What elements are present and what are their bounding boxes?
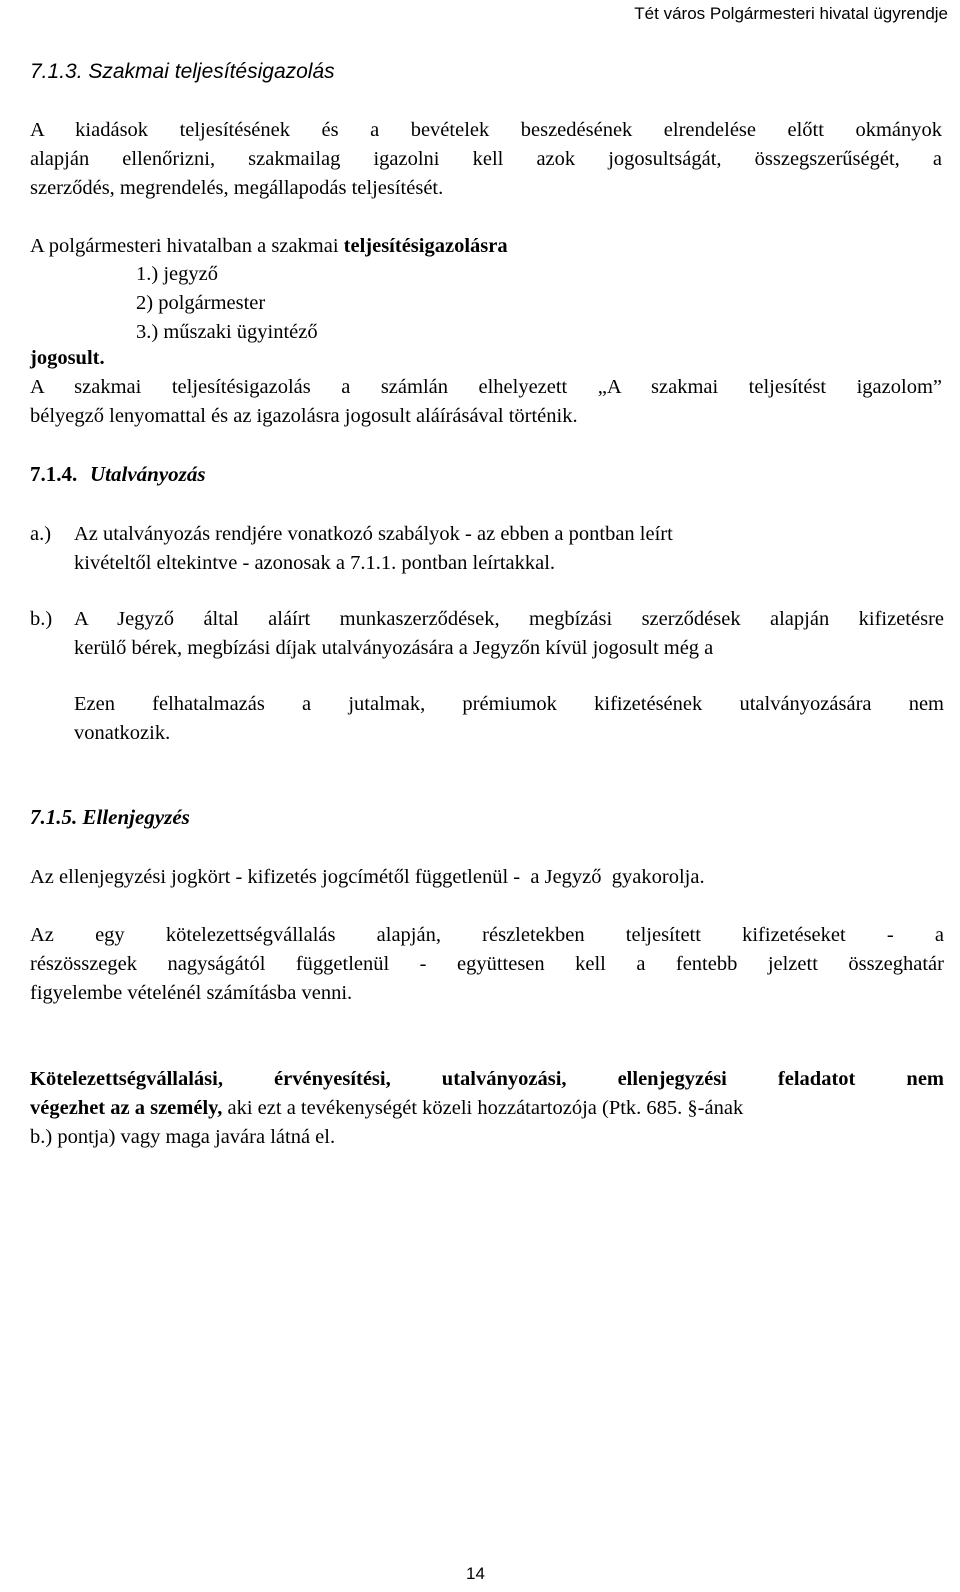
item-a-text: [74, 520, 854, 578]
list-item: 1.) jegyző: [136, 263, 218, 285]
list-item: 3.) műszaki ügyintéző: [136, 321, 318, 343]
section-title-7-1-4: Utalványozás: [90, 462, 206, 486]
text-line: Kötelezettségvállalási, érvényesítési, utalványozási, ellenjegyzési feladatot nem: [30, 1068, 944, 1090]
text-line: bélyegző lenyomattal és az igazolásra jogosult aláírásával történik.: [30, 405, 578, 427]
authorized-label: jogosult.: [30, 347, 105, 369]
text-line: vonatkozik.: [74, 722, 171, 744]
text-line: kivételtől eltekintve - azonosak a 7.1.1. pontban leírtakkal.: [74, 552, 556, 574]
text-line: A szakmai teljesítésigazolás a számlán elhelyezett „A szakmai teljesítést igazolom”: [30, 376, 942, 398]
list-item: 2) polgármester: [136, 292, 266, 314]
page-number: 14: [466, 1564, 485, 1583]
text-line: b.) pontja) vagy maga javára látná el.: [30, 1126, 336, 1148]
text-line: A kiadások teljesítésének és a bevételek beszedésének elrendelése előtt okmányok: [30, 119, 942, 141]
item-b-note: [74, 690, 944, 748]
text-line: Ezen felhatalmazás a jutalmak, prémiumok kifizetésének utalványozására nem: [74, 693, 944, 715]
text-line: kerülő bérek, megbízási díjak utalványozására a Jegyzőn kívül jogosult még a: [74, 637, 714, 659]
text-line: alapján ellenőrizni, szakmailag igazolni kell azok jogosultságát, összegszerűségét, a: [30, 148, 942, 170]
page-header: Tét város Polgármesteri hivatal ügyrendje: [634, 4, 948, 23]
text-line: szerződés, megrendelés, megállapodás teljesítését.: [30, 177, 444, 199]
section-heading-7-1-3: 7.1.3. Szakmai teljesítésigazolás: [30, 60, 335, 83]
intro-text: A polgármesteri hivatalban a szakmai: [30, 235, 344, 257]
text-line: A Jegyző által aláírt munkaszerződések, megbízási szerződések alapján kifizetésre: [74, 608, 944, 630]
intro-bold-text: teljesítésigazolásra: [343, 235, 508, 257]
section-number-7-1-4: 7.1.4.: [30, 462, 78, 486]
paragraph-restriction: [30, 1065, 944, 1152]
paragraph-stamp: [30, 373, 942, 431]
text-line: [30, 1094, 944, 1123]
paragraph-installments: [30, 921, 944, 1008]
text-fragment: aki ezt a tevékenységét közeli hozzátartozója (Ptk. 685. §-ának: [222, 1097, 744, 1119]
paragraph-countersign: Az ellenjegyzési jogkört - kifizetés jogcímétől függetlenül - a Jegyző gyakorolja.: [30, 866, 705, 888]
text-line: figyelembe vételénél számításba venni.: [30, 982, 353, 1004]
text-line: részösszegek nagyságától függetlenül - együttesen kell a fentebb jelzett összeghatár: [30, 953, 944, 975]
bold-fragment: végezhet az a személy,: [30, 1097, 223, 1119]
section-heading-7-1-5: 7.1.5. Ellenjegyzés: [30, 805, 190, 829]
item-b-label: b.): [30, 608, 53, 630]
item-a-label: a.): [30, 523, 52, 545]
authorized-list: [136, 260, 318, 347]
item-b-text: [74, 605, 944, 663]
paragraph-intro: [30, 232, 508, 261]
text-line: Az utalványozás rendjére vonatkozó szabályok - az ebben a pontban leírt: [74, 523, 673, 545]
paragraph-expenses: [30, 116, 942, 203]
text-line: Az egy kötelezettségvállalás alapján, részletekben teljesített kifizetéseket - a: [30, 924, 944, 946]
